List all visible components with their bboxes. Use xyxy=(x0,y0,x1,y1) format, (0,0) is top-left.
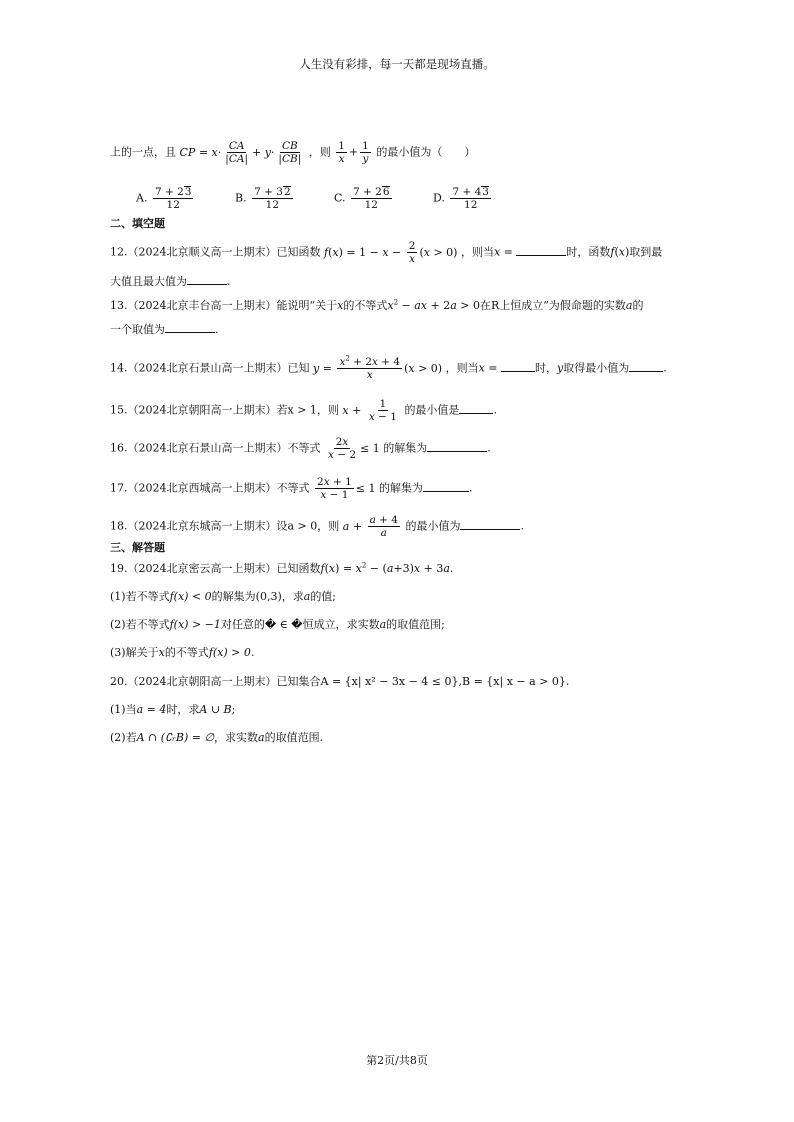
q11-option-a[interactable]: A. $\frac{7 + 23}{12}$ xyxy=(136,186,192,211)
q11-option-d[interactable]: D. $\frac{7 + 43}{12}$ xyxy=(433,186,489,211)
question-19-part-3: (3)解关于x的不等式f(x) > 0. xyxy=(110,646,255,659)
page-header-motto: 人生没有彩排，每一天都是现场直播。 xyxy=(299,57,495,71)
question-19-stem: 19.（2024北京密云高一上期末）已知函数$f(x) = x^2 - (a+3)x + 3a$. xyxy=(110,561,454,575)
question-19-part-2: (2)若不等式f(x) > −1对任意的� ∈ �恒成立，求实数a的取值范围; xyxy=(110,618,445,631)
q16-inequality: $\frac{2x}{x - 2}$ ≤ 1 xyxy=(328,436,380,461)
q17-blank[interactable] xyxy=(423,481,469,492)
question-20-stem: 20.（2024北京朝阳高一上期末）已知集合A = {x| x² − 3x − 4 ≤ 0},B = {x| x − a > 0}. xyxy=(110,675,570,688)
page-number-footer: 第2页/共8页 xyxy=(366,1054,428,1067)
question-12-line-1: 12.（2024北京顺义高一上期末）已知函数 f(x) = 1 − x − $\frac{2}{x}$ (x > 0) ，则当x = 时，函数f(x)取到最 xyxy=(110,240,663,265)
q20-set-a: A = {x| x² − 3x − 4 ≤ 0} xyxy=(320,675,459,688)
q11-vector-formula: CP = x· $\frac{CA}{|CA|}$ + y· $\frac{CB}{|CB|}$ xyxy=(179,140,302,165)
question-15: 15.（2024北京朝阳高一上期末）若x > 1，则 x + $\frac{1}{x - 1}$ 的最小值是 . xyxy=(110,398,497,423)
q12-blank-max[interactable] xyxy=(187,274,227,285)
section-fill-in-title: 二、填空题 xyxy=(110,217,165,230)
question-16: 16.（2024北京石景山高一上期末）不等式 $\frac{2x}{x - 2}$ ≤ 1 的解集为 . xyxy=(110,436,491,461)
question-13-line-1: 13.（2024北京丰台高一上期末）能说明“关于x的不等式$x^2$ − ax + 2a > 0在R上恒成立”为假命题的实数a的 xyxy=(110,298,644,312)
q19-function: $f(x) = x^2 - (a+3)x + 3a$ xyxy=(320,561,450,575)
q18-blank[interactable] xyxy=(460,519,520,530)
question-11-stem: 上的一点，且 CP = x· $\frac{CA}{|CA|}$ + y· $\frac{CB}{|CB|}$ ，则 $\frac{1}{x}$ + $\frac{1}{y}$ 的最小值为（ ） xyxy=(110,140,476,165)
q16-blank[interactable] xyxy=(427,441,487,452)
q12-function-formula: f(x) = 1 − x − $\frac{2}{x}$ (x > 0) xyxy=(324,240,458,265)
q14-blank-x[interactable] xyxy=(501,361,535,372)
question-20-part-2: (2)若A ∩ (∁ᵣB) = ∅，求实数a的取值范围. xyxy=(110,731,324,744)
q17-inequality: $\frac{2x + 1}{x - 1}$ ≤ 1 xyxy=(317,476,376,501)
q12-blank-x[interactable] xyxy=(516,245,566,256)
question-18: 18.（2024北京东城高一上期末）设a > 0，则 a + $\frac{a + 4}{a}$ 的最小值为 . xyxy=(110,514,524,539)
question-19-part-1: (1)若不等式f(x) < 0的解集为(0,3)，求a的值; xyxy=(110,590,337,603)
q14-blank-min[interactable] xyxy=(629,361,663,372)
question-17: 17.（2024北京西城高一上期末）不等式 $\frac{2x + 1}{x - 1}$ ≤ 1 的解集为 . xyxy=(110,476,473,501)
question-14: 14.（2024北京石景山高一上期末）已知 y = $\frac{x^2 + 2x + 4}{x}$ (x > 0) ，则当x = 时，y取得最小值为 . xyxy=(110,354,667,381)
q15-blank[interactable] xyxy=(459,403,493,414)
question-12-line-2: 大值且最大值为 . xyxy=(110,275,231,288)
section-answer-title: 三、解答题 xyxy=(110,541,165,554)
q20-set-b: B = {x| x − a > 0} xyxy=(462,675,566,688)
question-13-line-2: 一个取值为 . xyxy=(110,323,219,336)
q13-blank[interactable] xyxy=(165,322,215,333)
q15-expression: x + $\frac{1}{x - 1}$ xyxy=(342,398,397,423)
q11-option-c[interactable]: C. $\frac{7 + 26}{12}$ xyxy=(334,186,390,211)
q13-inequality: $x^2$ − ax + 2a > 0 xyxy=(387,298,481,312)
q14-function: y = $\frac{x^2 + 2x + 4}{x}$ (x > 0) xyxy=(313,354,443,381)
q11-option-b[interactable]: B. $\frac{7 + 32}{12}$ xyxy=(235,186,291,211)
q18-expression: a + $\frac{a + 4}{a}$ xyxy=(342,514,398,539)
question-20-part-1: (1)当a = 4时，求A ∪ B; xyxy=(110,703,236,716)
